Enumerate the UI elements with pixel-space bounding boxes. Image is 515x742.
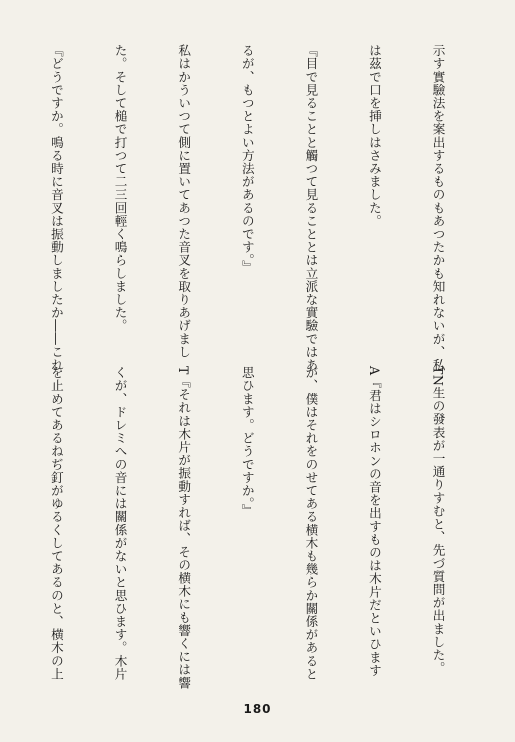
text-line (0, 366, 3, 666)
text-line: 思ひます。どうですか。』 (239, 366, 255, 517)
text-line: 『どうですか。鳴る時に音叉は振動しましたか――これ (48, 44, 64, 372)
text-line: は茲で口を挿しはさみました。 (366, 44, 382, 228)
text-line: A『君はシロホンの音を出すものは木片だといひます (366, 366, 382, 677)
text-line: TN生の發表が一通りすむと、先づ質問が出ました。 (430, 366, 446, 675)
upper-text-block (0, 44, 491, 372)
text-line: を止めてあるねぢ釘がゆるくしてあるのと、横木の上 (48, 366, 64, 681)
text-line: くが、ドレミへの音には關係がないと思ひます。木片 (112, 366, 128, 681)
lower-text-block (0, 366, 491, 690)
page-number: 180 (243, 702, 272, 716)
text-line: 示す實驗法を案出するものもあつたかも知れないが、私 (430, 44, 446, 372)
text-line: 私はかういつて側に置いてあつた音叉を取りあげまし (176, 44, 192, 359)
text-line: 『目で見ることと觸つて見ることとは立派な實驗ではあ (303, 44, 319, 372)
text-line: るが、もつとよい方法があるのです。』 (239, 44, 255, 274)
text-line (0, 44, 3, 318)
text-line: た。そして槌で打つて二三回輕く鳴らしました。 (112, 44, 128, 333)
text-line: が、僕はそれをのせてある横木も幾らか關係があると (303, 366, 319, 681)
text-line: T『それは木片が振動すれば、その横木にも響くには響 (176, 366, 192, 690)
